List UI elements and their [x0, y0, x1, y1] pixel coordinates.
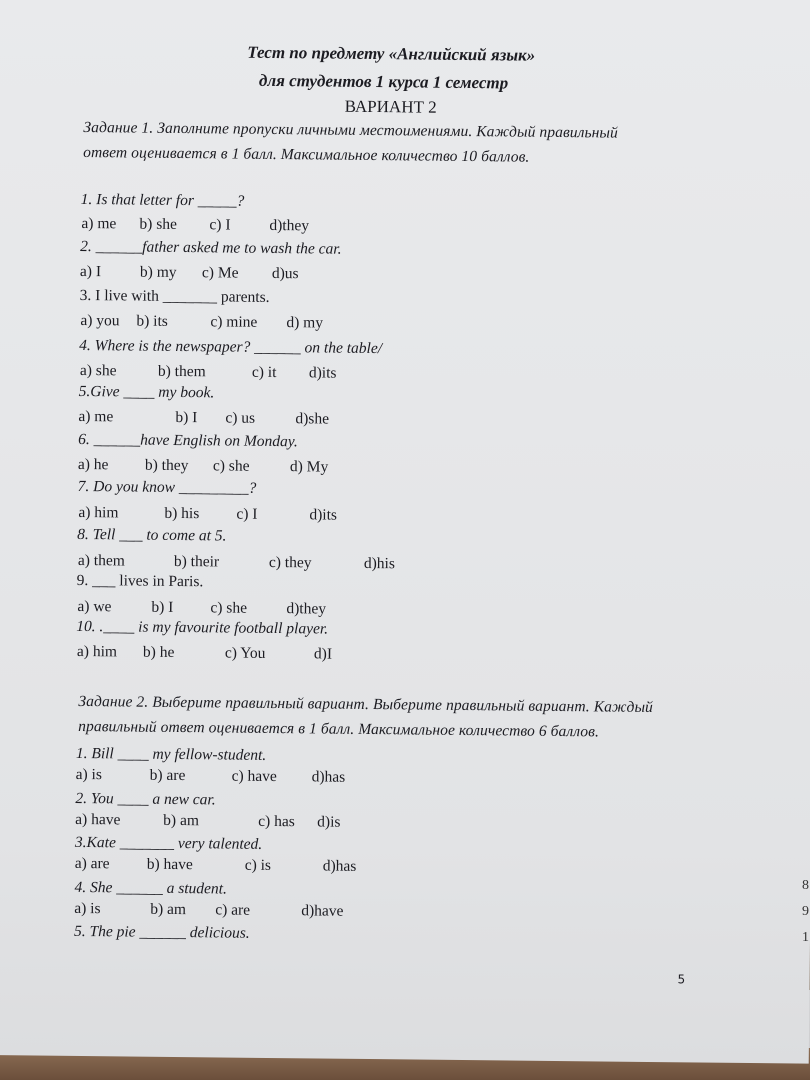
task1-q8-option-b[interactable]: b) their — [173, 552, 220, 571]
task1-q7-option-d[interactable]: d)its — [309, 506, 338, 524]
task1-q9-option-c[interactable]: c) she — [210, 599, 248, 617]
task2-q4-option-a[interactable]: a) is — [74, 899, 101, 918]
edge-digit: 1 — [802, 930, 809, 945]
task1-q1-option-a[interactable]: a) me — [81, 214, 117, 233]
task1-q10-option-d[interactable]: d)I — [313, 645, 333, 663]
task1-q9-option-d[interactable]: d)they — [286, 600, 327, 618]
task1-instruction-line1: Задание 1. Заполните пропуски личными местоимениями. Каждый правильный — [83, 118, 619, 142]
task2-q1-option-a[interactable]: a) is — [75, 765, 103, 784]
task1-q10-option-c[interactable]: c) You — [224, 644, 266, 662]
task2-q1-option-d[interactable]: d)has — [311, 768, 346, 786]
task2-question-1: 1. Bill ____ my fellow-student. — [75, 744, 267, 764]
task1-question-2: 2. ______father asked me to wash the car. — [80, 237, 342, 258]
task1-q3-option-c[interactable]: c) mine — [210, 313, 258, 331]
task2-question-2: 2. You ____ a new car. — [75, 789, 216, 809]
task1-q5-option-a[interactable]: a) me — [78, 407, 114, 426]
task1-q1-option-c[interactable]: c) I — [209, 216, 231, 234]
task2-q3-option-d[interactable]: d)has — [322, 857, 357, 875]
task2-instruction-line2: правильный ответ оценивается в 1 балл. Максимальное количество 6 баллов. — [78, 717, 600, 741]
task2-question-3: 3.Kate _______ very talented. — [74, 833, 263, 853]
task1-q6-option-b[interactable]: b) they — [144, 456, 189, 475]
task1-q8-option-c[interactable]: c) they — [268, 553, 312, 572]
task2-q3-option-c[interactable]: c) is — [244, 856, 272, 874]
task1-q2-option-b[interactable]: b) my — [139, 263, 177, 281]
task2-q2-option-c[interactable]: c) has — [258, 812, 295, 831]
task1-q9-option-a[interactable]: a) we — [77, 597, 112, 616]
task2-q4-option-d[interactable]: d)have — [301, 902, 344, 920]
task1-q6-option-c[interactable]: c) she — [212, 457, 250, 475]
task1-q8-option-d[interactable]: d)his — [363, 554, 395, 573]
task1-question-1: 1. Is that letter for _____? — [80, 190, 245, 210]
task1-q7-option-c[interactable]: c) I — [236, 505, 258, 523]
task1-q2-option-a[interactable]: a) I — [79, 262, 102, 281]
task1-q10-option-b[interactable]: b) he — [142, 643, 175, 661]
task1-question-9: 9. ___ lives in Paris. — [76, 571, 204, 591]
task1-q3-option-a[interactable]: a) you — [80, 311, 120, 330]
task1-question-4: 4. Where is the newspaper? ______ on the table/ — [79, 336, 383, 358]
task1-q1-option-b[interactable]: b) she — [139, 215, 177, 233]
task2-q1-option-c[interactable]: c) have — [231, 767, 277, 786]
task1-q6-option-d[interactable]: d) My — [289, 458, 329, 476]
task1-q4-option-a[interactable]: a) she — [79, 361, 117, 380]
task1-q5-option-d[interactable]: d)she — [295, 410, 330, 428]
task2-instruction-line1: Задание 2. Выберите правильный вариант. Выберите правильный вариант. Каждый — [78, 692, 654, 716]
task1-q1-option-d[interactable]: d)they — [269, 216, 310, 235]
task2-q4-option-c[interactable]: c) are — [215, 901, 251, 919]
task1-question-3: 3. I live with _______ parents. — [79, 286, 270, 306]
task2-question-4: 4. She ______ a student. — [74, 878, 227, 898]
task1-question-10: 10. .____ is my favourite football player. — [76, 617, 329, 638]
task2-q4-option-b[interactable]: b) am — [150, 900, 187, 919]
task1-q9-option-b[interactable]: b) I — [151, 598, 174, 616]
task1-q5-option-b[interactable]: b) I — [175, 408, 198, 427]
task1-q4-option-b[interactable]: b) them — [157, 362, 206, 381]
task1-q4-option-c[interactable]: c) it — [251, 363, 277, 382]
test-title: Тест по предмету «Английский язык» — [247, 42, 536, 65]
task2-q3-option-a[interactable]: a) are — [74, 854, 110, 873]
task1-q6-option-a[interactable]: a) he — [77, 455, 109, 474]
task1-q4-option-d[interactable]: d)its — [308, 364, 337, 382]
task1-question-5: 5.Give ____ my book. — [78, 382, 215, 402]
edge-digit: 9 — [802, 904, 809, 919]
task2-q2-option-a[interactable]: a) have — [75, 810, 121, 829]
task1-question-8: 8. Tell ___ to come at 5. — [77, 525, 227, 545]
task1-q10-option-a[interactable]: a) him — [76, 642, 118, 661]
task1-q8-option-a[interactable]: a) them — [77, 551, 125, 570]
task2-question-5: 5. The pie ______ delicious. — [73, 922, 250, 942]
task1-q2-option-d[interactable]: d)us — [271, 264, 299, 283]
task2-q1-option-b[interactable]: b) are — [149, 766, 186, 785]
variant-heading: ВАРИАНТ 2 — [344, 96, 437, 117]
task2-q2-option-b[interactable]: b) am — [163, 811, 200, 830]
test-subtitle: для студентов 1 курса 1 семестр — [258, 70, 509, 93]
task1-q5-option-c[interactable]: c) us — [225, 409, 256, 427]
task2-q2-option-d[interactable]: d)is — [317, 813, 341, 831]
task2-q3-option-b[interactable]: b) have — [146, 855, 193, 874]
page-number: 5 — [677, 972, 686, 987]
task1-q2-option-c[interactable]: c) Me — [201, 264, 239, 282]
task1-question-7: 7. Do you know _________? — [77, 477, 257, 497]
task1-q7-option-a[interactable]: a) him — [78, 503, 119, 522]
task1-instruction-line2: ответ оценивается в 1 балл. Максимальное количество 10 баллов. — [83, 143, 530, 166]
edge-digit: 8 — [802, 878, 809, 893]
task1-question-6: 6. ______have English on Monday. — [78, 430, 298, 451]
task1-q7-option-b[interactable]: b) his — [164, 504, 200, 523]
task1-q3-option-d[interactable]: d) my — [286, 314, 324, 332]
task1-q3-option-b[interactable]: b) its — [136, 312, 168, 330]
